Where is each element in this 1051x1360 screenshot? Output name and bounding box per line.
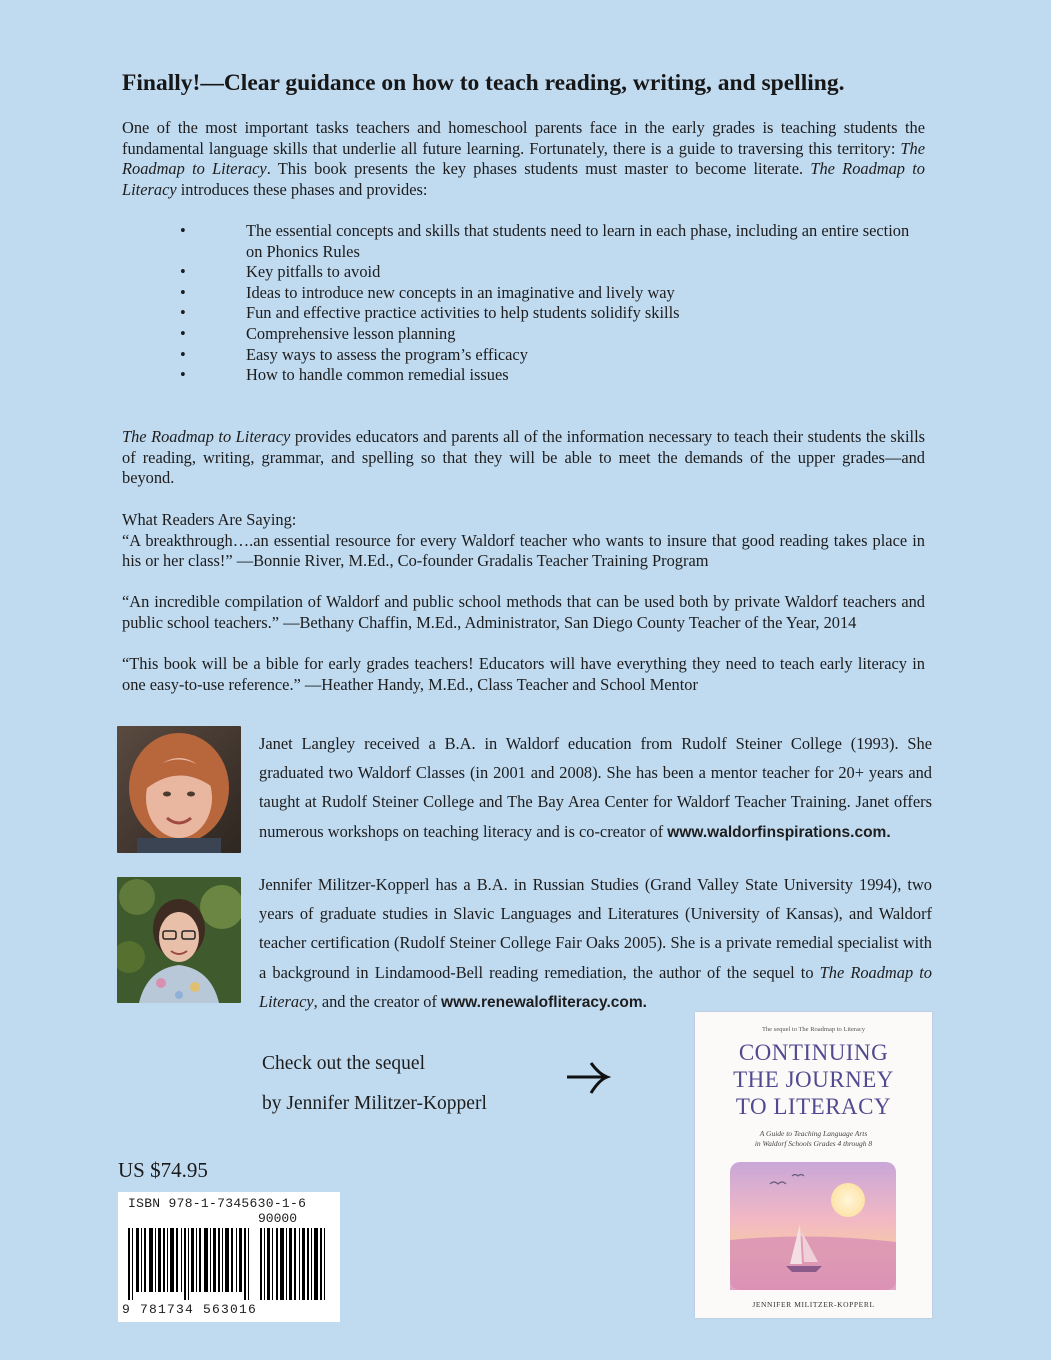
review-quote: “A breakthrough….an essential resource for every Waldorf teacher who wants to insure that good reading takes place in his or her class!” —Bonnie River, M.Ed., Co-founder Gradalis Teacher Training Program [122, 530, 925, 571]
closing-paragraph: The Roadmap to Literacy provides educators and parents all of the information necessary to teach their students the skills of reading, writing, grammar, and spelling so that they will be able to meet the demands of the upper grades—and beyond. [122, 427, 926, 488]
bullet-icon: • [180, 344, 186, 364]
book-cover-title: CONTINUING THE JOURNEY TO LITERACY [733, 1040, 894, 1119]
book-cover-author: JENNIFER MILITZER-KOPPERL [752, 1300, 875, 1309]
intro-paragraph [122, 118, 925, 200]
list-item: • Easy ways to assess the program’s efficacy [180, 344, 528, 364]
intro-text-1: One of the most important tasks teachers and homeschool parents face in the early grades is teaching students the fundamental language skills that underlie all future learning. Fortunately, there is a guide to traversing this territory: [122, 118, 925, 158]
bullet-icon: • [180, 262, 186, 282]
isbn-text: ISBN 978-1-7345630-1-6 [128, 1196, 307, 1211]
review-quote: “An incredible compilation of Waldorf and public school methods that can be used both by private Waldorf teachers and public school teachers.” —Bethany Chaffin, M.Ed., Administrator, San Diego County Teacher of the Year, 2014 [122, 592, 925, 632]
bullet-icon: • [180, 221, 186, 240]
book-kicker: The sequel to The Roadmap to Literacy [761, 1026, 866, 1033]
right-arrow-icon [563, 1060, 611, 1096]
bullet-icon: • [180, 323, 186, 343]
book-cover-subtitle: A Guide to Teaching Language Arts in Waldorf Schools Grades 4 through 8 [754, 1129, 873, 1148]
list-item: • Comprehensive lesson planning [180, 323, 456, 343]
sequel-book-cover [695, 1012, 932, 1318]
addon-barcode-bars [258, 1228, 330, 1300]
author-photo-janet [117, 726, 241, 853]
barcode-bars [126, 1228, 254, 1300]
author-bio-jennifer: Jennifer Militzer-Kopperl has a B.A. in Russian Studies (Grand Valley State University 1994), two years of graduate studies in Slavic Languages and Literatures (University of Kansas), and Waldorf teacher certification (Rudolf Steiner College Fair Oaks 2005). She is a private remedial specialist with a background in Lindamood-Bell reading remediation, the author of the sequel to The Roadmap to Literacy, and the creator of www.renewalofliteracy.com. [259, 875, 932, 1011]
reviews-section [122, 510, 925, 572]
reviews-heading: What Readers Are Saying: [122, 510, 297, 529]
list-item: • The essential concepts and skills that students need to learn in each phase, including an entire section on Phonics Rules [180, 221, 910, 261]
review-quote: “This book will be a bible for early grades teachers! Educators will have everything they need to teach early literacy in one easy-to-use reference.” —Heather Handy, M.Ed., Class Teacher and School Mentor [122, 654, 925, 694]
intro-text-2: . This book presents the key phases students must master to become literate. [266, 159, 811, 179]
ean-digits: 9 781734 563016 [122, 1302, 258, 1317]
book-title-ref: The Roadmap to Literacy [122, 138, 925, 179]
feature-list [180, 221, 920, 386]
bullet-icon: • [180, 365, 186, 385]
bullet-icon: • [180, 303, 186, 323]
price-label: US $74.95 [118, 1158, 208, 1182]
book-title-ref: The Roadmap to Literacy [122, 427, 291, 446]
list-item: • Ideas to introduce new concepts in an imaginative and lively way [180, 282, 675, 302]
bullet-icon: • [180, 282, 186, 302]
book-title-ref: The Roadmap to Literacy [259, 962, 932, 1011]
price-code-text: 90000 [258, 1211, 298, 1226]
author-photo-jennifer [117, 877, 241, 1003]
sequel-callout-line-2: by Jennifer Militzer-Kopperl [262, 1093, 487, 1114]
author-bio-janet: Janet Langley received a B.A. in Waldorf education from Rudolf Steiner College (1993). She graduated two Waldorf Classes (in 2001 and 2008). She has been a mentor teacher for 20+ years and taught at Rudolf Steiner College and The Bay Area Center for Waldorf Teacher Training. Janet offers numerous workshops on teaching literacy and is co-creator of www.waldorfinspirations.com. [259, 734, 932, 841]
headline: Finally!—Clear guidance on how to teach reading, writing, and spelling. [122, 70, 845, 96]
book-title-ref: The Roadmap to Literacy [122, 159, 925, 199]
list-item: • How to handle common remedial issues [180, 365, 509, 385]
list-item: • Fun and effective practice activities to help students solidify skills [180, 303, 680, 323]
sequel-callout-line-1: Check out the sequel [262, 1053, 425, 1074]
website-link[interactable]: www.renewalofliteracy.com. [441, 993, 647, 1011]
website-link[interactable]: www.waldorfinspirations.com. [667, 823, 891, 841]
sailboat-painting [730, 1162, 896, 1290]
list-item: • Key pitfalls to avoid [180, 262, 381, 282]
intro-text-3: introduces these phases and provides: [176, 179, 428, 199]
isbn-barcode [118, 1192, 340, 1322]
